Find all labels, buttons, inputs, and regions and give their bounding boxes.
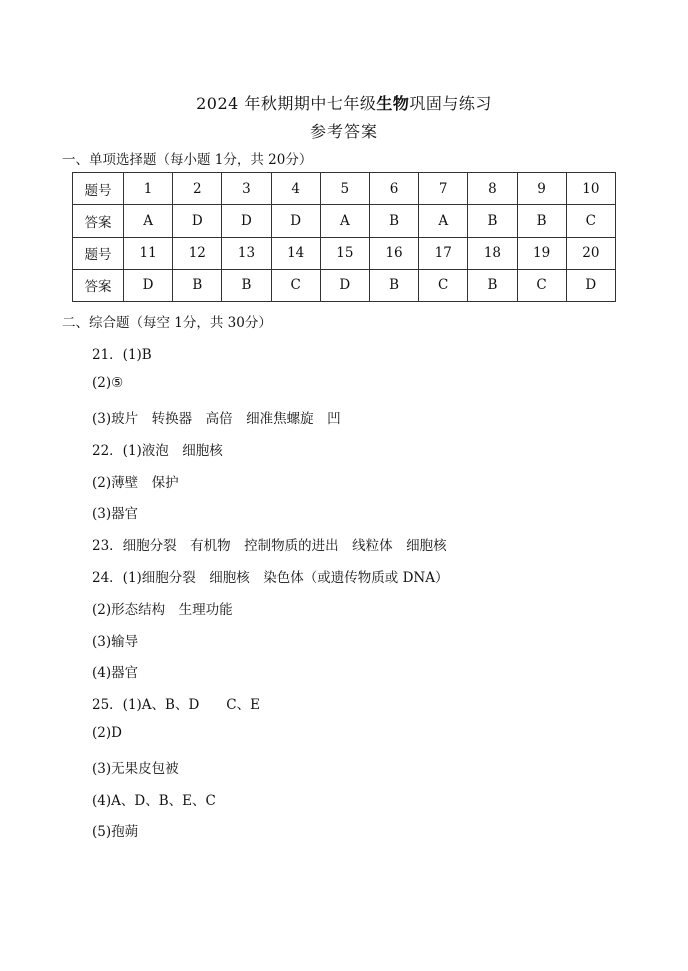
answer-line-25-2: (2)D [92,725,122,741]
answer-cell: D [271,205,320,237]
answer-line-25-3: (3)无果皮包被 [92,761,179,777]
document-subtitle: 参考答案 [309,122,378,141]
title-subject: 生物 [376,94,410,113]
question-number: 14 [271,237,320,269]
answer-cell: D [222,205,271,237]
question-number: 11 [124,237,173,269]
question-number: 5 [320,173,369,205]
answer-cell: C [517,269,566,301]
question-number: 8 [468,173,517,205]
answer-line-24-3: (3)输导 [92,634,139,650]
answer-cell: A [320,205,369,237]
answer-cell: A [419,205,468,237]
question-number: 7 [419,173,468,205]
answer-cell: B [369,269,418,301]
question-number: 18 [468,237,517,269]
row-label-answer: 答案 [73,269,124,301]
answer-line-25: 25．(1)A、B、D C、E [92,697,260,713]
answer-cell: B [173,269,222,301]
answer-table [72,172,616,302]
question-number: 17 [419,237,468,269]
table-row [73,237,616,269]
table-row [73,173,616,205]
row-label-number: 题号 [73,237,124,269]
question-number: 2 [173,173,222,205]
section-2-heading: 二、综合题（每空 1分，共 30分） [62,315,272,331]
table-row [73,269,616,301]
answer-cell: D [566,269,615,301]
answer-cell: D [124,269,173,301]
answer-line-23: 23．细胞分裂 有机物 控制物质的进出 线粒体 细胞核 [92,538,447,554]
question-number: 12 [173,237,222,269]
question-number: 1 [124,173,173,205]
answer-cell: D [173,205,222,237]
answer-line-25-4: (4)A、D、B、E、C [92,793,216,809]
answer-line-21: 21．(1)B [92,347,152,363]
question-number: 13 [222,237,271,269]
row-label-number: 题号 [73,173,124,205]
answer-cell: C [566,205,615,237]
question-number: 4 [271,173,320,205]
answer-cell: D [320,269,369,301]
title-prefix: 2024 年秋期期中七年级 [196,94,377,113]
answer-cell: A [124,205,173,237]
answer-cell: C [271,269,320,301]
document-title [0,91,688,114]
answer-cell: B [517,205,566,237]
table-row [73,205,616,237]
answer-line-22-2: (2)薄壁 保护 [92,475,179,491]
question-number: 9 [517,173,566,205]
answer-line-21-3: (3)玻片 转换器 高倍 细准焦螺旋 凹 [92,411,341,427]
answer-cell: B [222,269,271,301]
question-number: 19 [517,237,566,269]
question-number: 15 [320,237,369,269]
answer-cell: B [468,205,517,237]
answer-cell: C [419,269,468,301]
answer-line-24-2: (2)形态结构 生理功能 [92,602,233,618]
answer-cell: B [468,269,517,301]
answer-line-21-2: (2)⑤ [92,375,124,391]
section-1-heading: 一、单项选择题（每小题 1分，共 20分） [62,152,313,168]
answer-line-24-4: (4)器官 [92,665,139,681]
row-label-answer: 答案 [73,205,124,237]
question-number: 16 [369,237,418,269]
title-suffix: 巩固与练习 [409,94,492,113]
question-number: 3 [222,173,271,205]
answer-line-22-3: (3)器官 [92,506,139,522]
answer-line-24: 24．(1)细胞分裂 细胞核 染色体（或遗传物质或 DNA） [92,570,449,586]
answer-cell: B [369,205,418,237]
question-number: 10 [566,173,615,205]
question-number: 6 [369,173,418,205]
answer-line-25-5: (5)孢蒴 [92,824,139,840]
answer-line-22: 22．(1)液泡 细胞核 [92,443,223,459]
question-number: 20 [566,237,615,269]
